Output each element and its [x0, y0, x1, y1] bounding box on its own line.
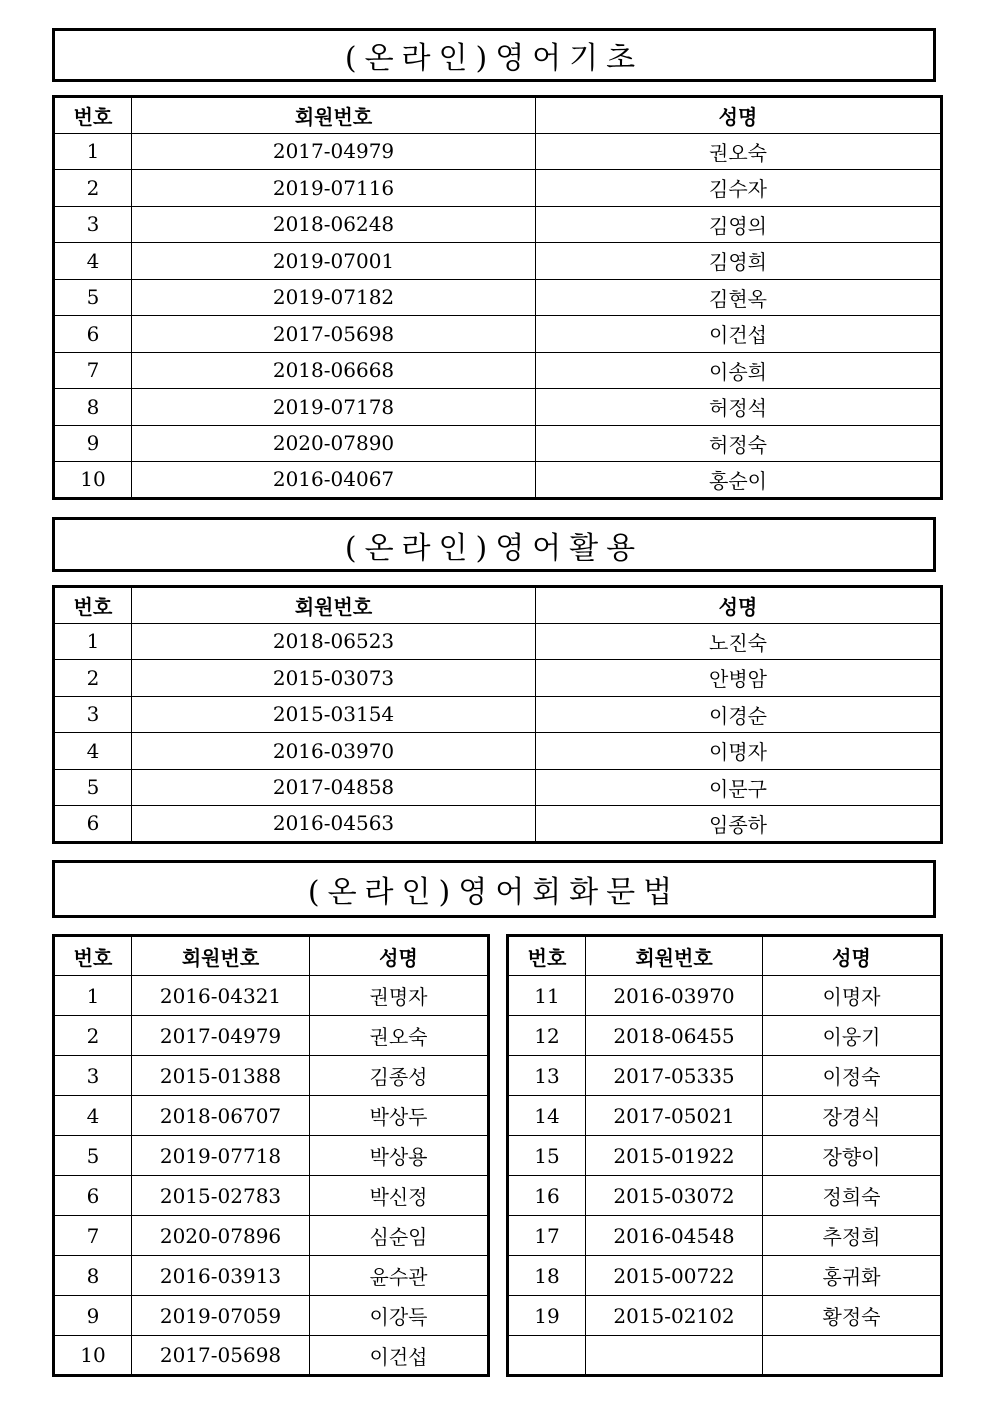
cell-member-id: 2015-01388 — [132, 1056, 310, 1096]
cell-no — [508, 1336, 586, 1376]
cell-member-id: 2016-03913 — [132, 1256, 310, 1296]
cell-no: 9 — [54, 425, 132, 462]
cell-no: 5 — [54, 769, 132, 806]
header-member-id: 회원번호 — [132, 97, 536, 134]
cell-no: 2 — [54, 1016, 132, 1056]
cell-no: 11 — [508, 976, 586, 1016]
cell-member-id: 2019-07178 — [132, 389, 536, 426]
table-row — [508, 1016, 942, 1056]
header-name: 성명 — [536, 587, 942, 624]
table-row — [54, 1296, 489, 1336]
cell-name: 김현옥 — [536, 279, 942, 316]
table-header-row — [508, 936, 942, 976]
table-english-conversation-left — [52, 934, 490, 1377]
cell-name: 박상두 — [310, 1096, 489, 1136]
section-title-english-usage: (온라인)영어활용 — [52, 517, 936, 572]
cell-no: 4 — [54, 243, 132, 280]
cell-name: 이건섭 — [536, 316, 942, 353]
cell-name: 이경순 — [536, 696, 942, 733]
cell-name: 허정석 — [536, 389, 942, 426]
cell-member-id: 2015-03073 — [132, 660, 536, 697]
cell-member-id: 2018-06707 — [132, 1096, 310, 1136]
cell-name: 박신정 — [310, 1176, 489, 1216]
cell-member-id: 2016-04548 — [586, 1216, 763, 1256]
cell-no: 3 — [54, 696, 132, 733]
cell-no: 19 — [508, 1296, 586, 1336]
table-row — [54, 1176, 489, 1216]
section-title-english-conversation-grammar: (온라인)영어회화문법 — [52, 860, 936, 918]
table-row — [508, 1216, 942, 1256]
cell-no: 6 — [54, 1176, 132, 1216]
cell-no: 16 — [508, 1176, 586, 1216]
cell-member-id: 2015-01922 — [586, 1136, 763, 1176]
cell-no: 7 — [54, 352, 132, 389]
cell-no: 5 — [54, 279, 132, 316]
header-no: 번호 — [54, 936, 132, 976]
cell-no: 10 — [54, 1336, 132, 1376]
table-header-row — [54, 97, 942, 134]
cell-name: 황정숙 — [763, 1296, 942, 1336]
cell-no: 10 — [54, 462, 132, 499]
table-row — [54, 425, 942, 462]
table-row — [508, 1176, 942, 1216]
table-row — [54, 1016, 489, 1056]
cell-member-id: 2015-02102 — [586, 1296, 763, 1336]
cell-no: 14 — [508, 1096, 586, 1136]
header-no: 번호 — [54, 587, 132, 624]
cell-name: 허정숙 — [536, 425, 942, 462]
cell-member-id: 2016-03970 — [586, 976, 763, 1016]
cell-name: 임종하 — [536, 806, 942, 843]
table-row — [54, 806, 942, 843]
cell-member-id: 2017-05698 — [132, 1336, 310, 1376]
cell-name: 이정숙 — [763, 1056, 942, 1096]
header-name: 성명 — [536, 97, 942, 134]
cell-name: 노진숙 — [536, 623, 942, 660]
cell-member-id: 2018-06248 — [132, 206, 536, 243]
cell-no: 6 — [54, 316, 132, 353]
cell-member-id: 2018-06668 — [132, 352, 536, 389]
cell-no: 5 — [54, 1136, 132, 1176]
table-row — [508, 1056, 942, 1096]
table-row — [508, 1096, 942, 1136]
table-english-basic — [52, 95, 943, 500]
cell-member-id: 2016-04321 — [132, 976, 310, 1016]
header-no: 번호 — [54, 97, 132, 134]
table-english-usage — [52, 585, 943, 844]
cell-member-id: 2020-07890 — [132, 425, 536, 462]
table-row — [54, 696, 942, 733]
cell-name: 홍순이 — [536, 462, 942, 499]
cell-no: 1 — [54, 623, 132, 660]
table-row — [54, 1056, 489, 1096]
cell-name: 이문구 — [536, 769, 942, 806]
header-name: 성명 — [310, 936, 489, 976]
cell-member-id: 2019-07001 — [132, 243, 536, 280]
table-row — [508, 976, 942, 1016]
cell-no: 7 — [54, 1216, 132, 1256]
section-title-english-basic: (온라인)영어기초 — [52, 28, 936, 82]
table-row — [508, 1256, 942, 1296]
cell-name: 권오숙 — [310, 1016, 489, 1056]
cell-member-id: 2016-03970 — [132, 733, 536, 770]
table-english-conversation-right — [506, 934, 943, 1377]
table-row — [54, 1216, 489, 1256]
cell-name: 권명자 — [310, 976, 489, 1016]
cell-no: 1 — [54, 133, 132, 170]
table-row — [54, 1136, 489, 1176]
cell-member-id: 2017-05021 — [586, 1096, 763, 1136]
cell-name: 김영희 — [536, 243, 942, 280]
cell-no: 4 — [54, 1096, 132, 1136]
cell-member-id: 2017-05698 — [132, 316, 536, 353]
cell-name: 이강득 — [310, 1296, 489, 1336]
cell-member-id: 2016-04067 — [132, 462, 536, 499]
header-name: 성명 — [763, 936, 942, 976]
table-row — [54, 206, 942, 243]
table-row — [54, 243, 942, 280]
cell-name: 이명자 — [536, 733, 942, 770]
cell-no: 2 — [54, 170, 132, 207]
table-header-row — [54, 936, 489, 976]
cell-no: 1 — [54, 976, 132, 1016]
table-row — [54, 316, 942, 353]
cell-name: 김영의 — [536, 206, 942, 243]
cell-no: 15 — [508, 1136, 586, 1176]
cell-member-id — [586, 1336, 763, 1376]
table-row — [54, 352, 942, 389]
table-header-row — [54, 587, 942, 624]
cell-no: 18 — [508, 1256, 586, 1296]
table-row — [54, 733, 942, 770]
cell-name — [763, 1336, 942, 1376]
header-member-id: 회원번호 — [132, 587, 536, 624]
table-row — [54, 1096, 489, 1136]
cell-name: 홍귀화 — [763, 1256, 942, 1296]
table-row — [54, 1336, 489, 1376]
cell-no: 8 — [54, 389, 132, 426]
header-member-id: 회원번호 — [132, 936, 310, 976]
cell-name: 이건섭 — [310, 1336, 489, 1376]
cell-name: 이송희 — [536, 352, 942, 389]
cell-member-id: 2018-06455 — [586, 1016, 763, 1056]
table-row — [54, 133, 942, 170]
cell-name: 이웅기 — [763, 1016, 942, 1056]
table-row — [508, 1136, 942, 1176]
cell-name: 심순임 — [310, 1216, 489, 1256]
cell-member-id: 2019-07116 — [132, 170, 536, 207]
cell-no: 12 — [508, 1016, 586, 1056]
cell-member-id: 2015-03072 — [586, 1176, 763, 1216]
cell-name: 권오숙 — [536, 133, 942, 170]
table-row — [54, 389, 942, 426]
table-row — [508, 1296, 942, 1336]
cell-name: 박상용 — [310, 1136, 489, 1176]
cell-member-id: 2015-03154 — [132, 696, 536, 733]
cell-no: 6 — [54, 806, 132, 843]
table-row — [54, 976, 489, 1016]
cell-member-id: 2017-04979 — [132, 1016, 310, 1056]
cell-name: 안병암 — [536, 660, 942, 697]
table-row — [54, 170, 942, 207]
table-row — [54, 462, 942, 499]
cell-name: 이명자 — [763, 976, 942, 1016]
table-row — [54, 1256, 489, 1296]
cell-member-id: 2019-07182 — [132, 279, 536, 316]
cell-no: 9 — [54, 1296, 132, 1336]
cell-name: 정희숙 — [763, 1176, 942, 1216]
cell-name: 윤수관 — [310, 1256, 489, 1296]
table-row — [54, 660, 942, 697]
cell-member-id: 2020-07896 — [132, 1216, 310, 1256]
cell-no: 13 — [508, 1056, 586, 1096]
cell-member-id: 2018-06523 — [132, 623, 536, 660]
cell-name: 김수자 — [536, 170, 942, 207]
header-member-id: 회원번호 — [586, 936, 763, 976]
table-row — [508, 1336, 942, 1376]
cell-member-id: 2015-00722 — [586, 1256, 763, 1296]
cell-member-id: 2017-04858 — [132, 769, 536, 806]
cell-no: 8 — [54, 1256, 132, 1296]
header-no: 번호 — [508, 936, 586, 976]
cell-no: 4 — [54, 733, 132, 770]
cell-no: 17 — [508, 1216, 586, 1256]
cell-name: 장경식 — [763, 1096, 942, 1136]
cell-member-id: 2019-07059 — [132, 1296, 310, 1336]
cell-member-id: 2017-04979 — [132, 133, 536, 170]
cell-name: 김종성 — [310, 1056, 489, 1096]
cell-no: 3 — [54, 1056, 132, 1096]
cell-no: 3 — [54, 206, 132, 243]
cell-member-id: 2016-04563 — [132, 806, 536, 843]
cell-name: 장향이 — [763, 1136, 942, 1176]
cell-member-id: 2015-02783 — [132, 1176, 310, 1216]
cell-member-id: 2019-07718 — [132, 1136, 310, 1176]
table-row — [54, 623, 942, 660]
cell-no: 2 — [54, 660, 132, 697]
cell-member-id: 2017-05335 — [586, 1056, 763, 1096]
cell-name: 추정희 — [763, 1216, 942, 1256]
table-row — [54, 769, 942, 806]
table-row — [54, 279, 942, 316]
